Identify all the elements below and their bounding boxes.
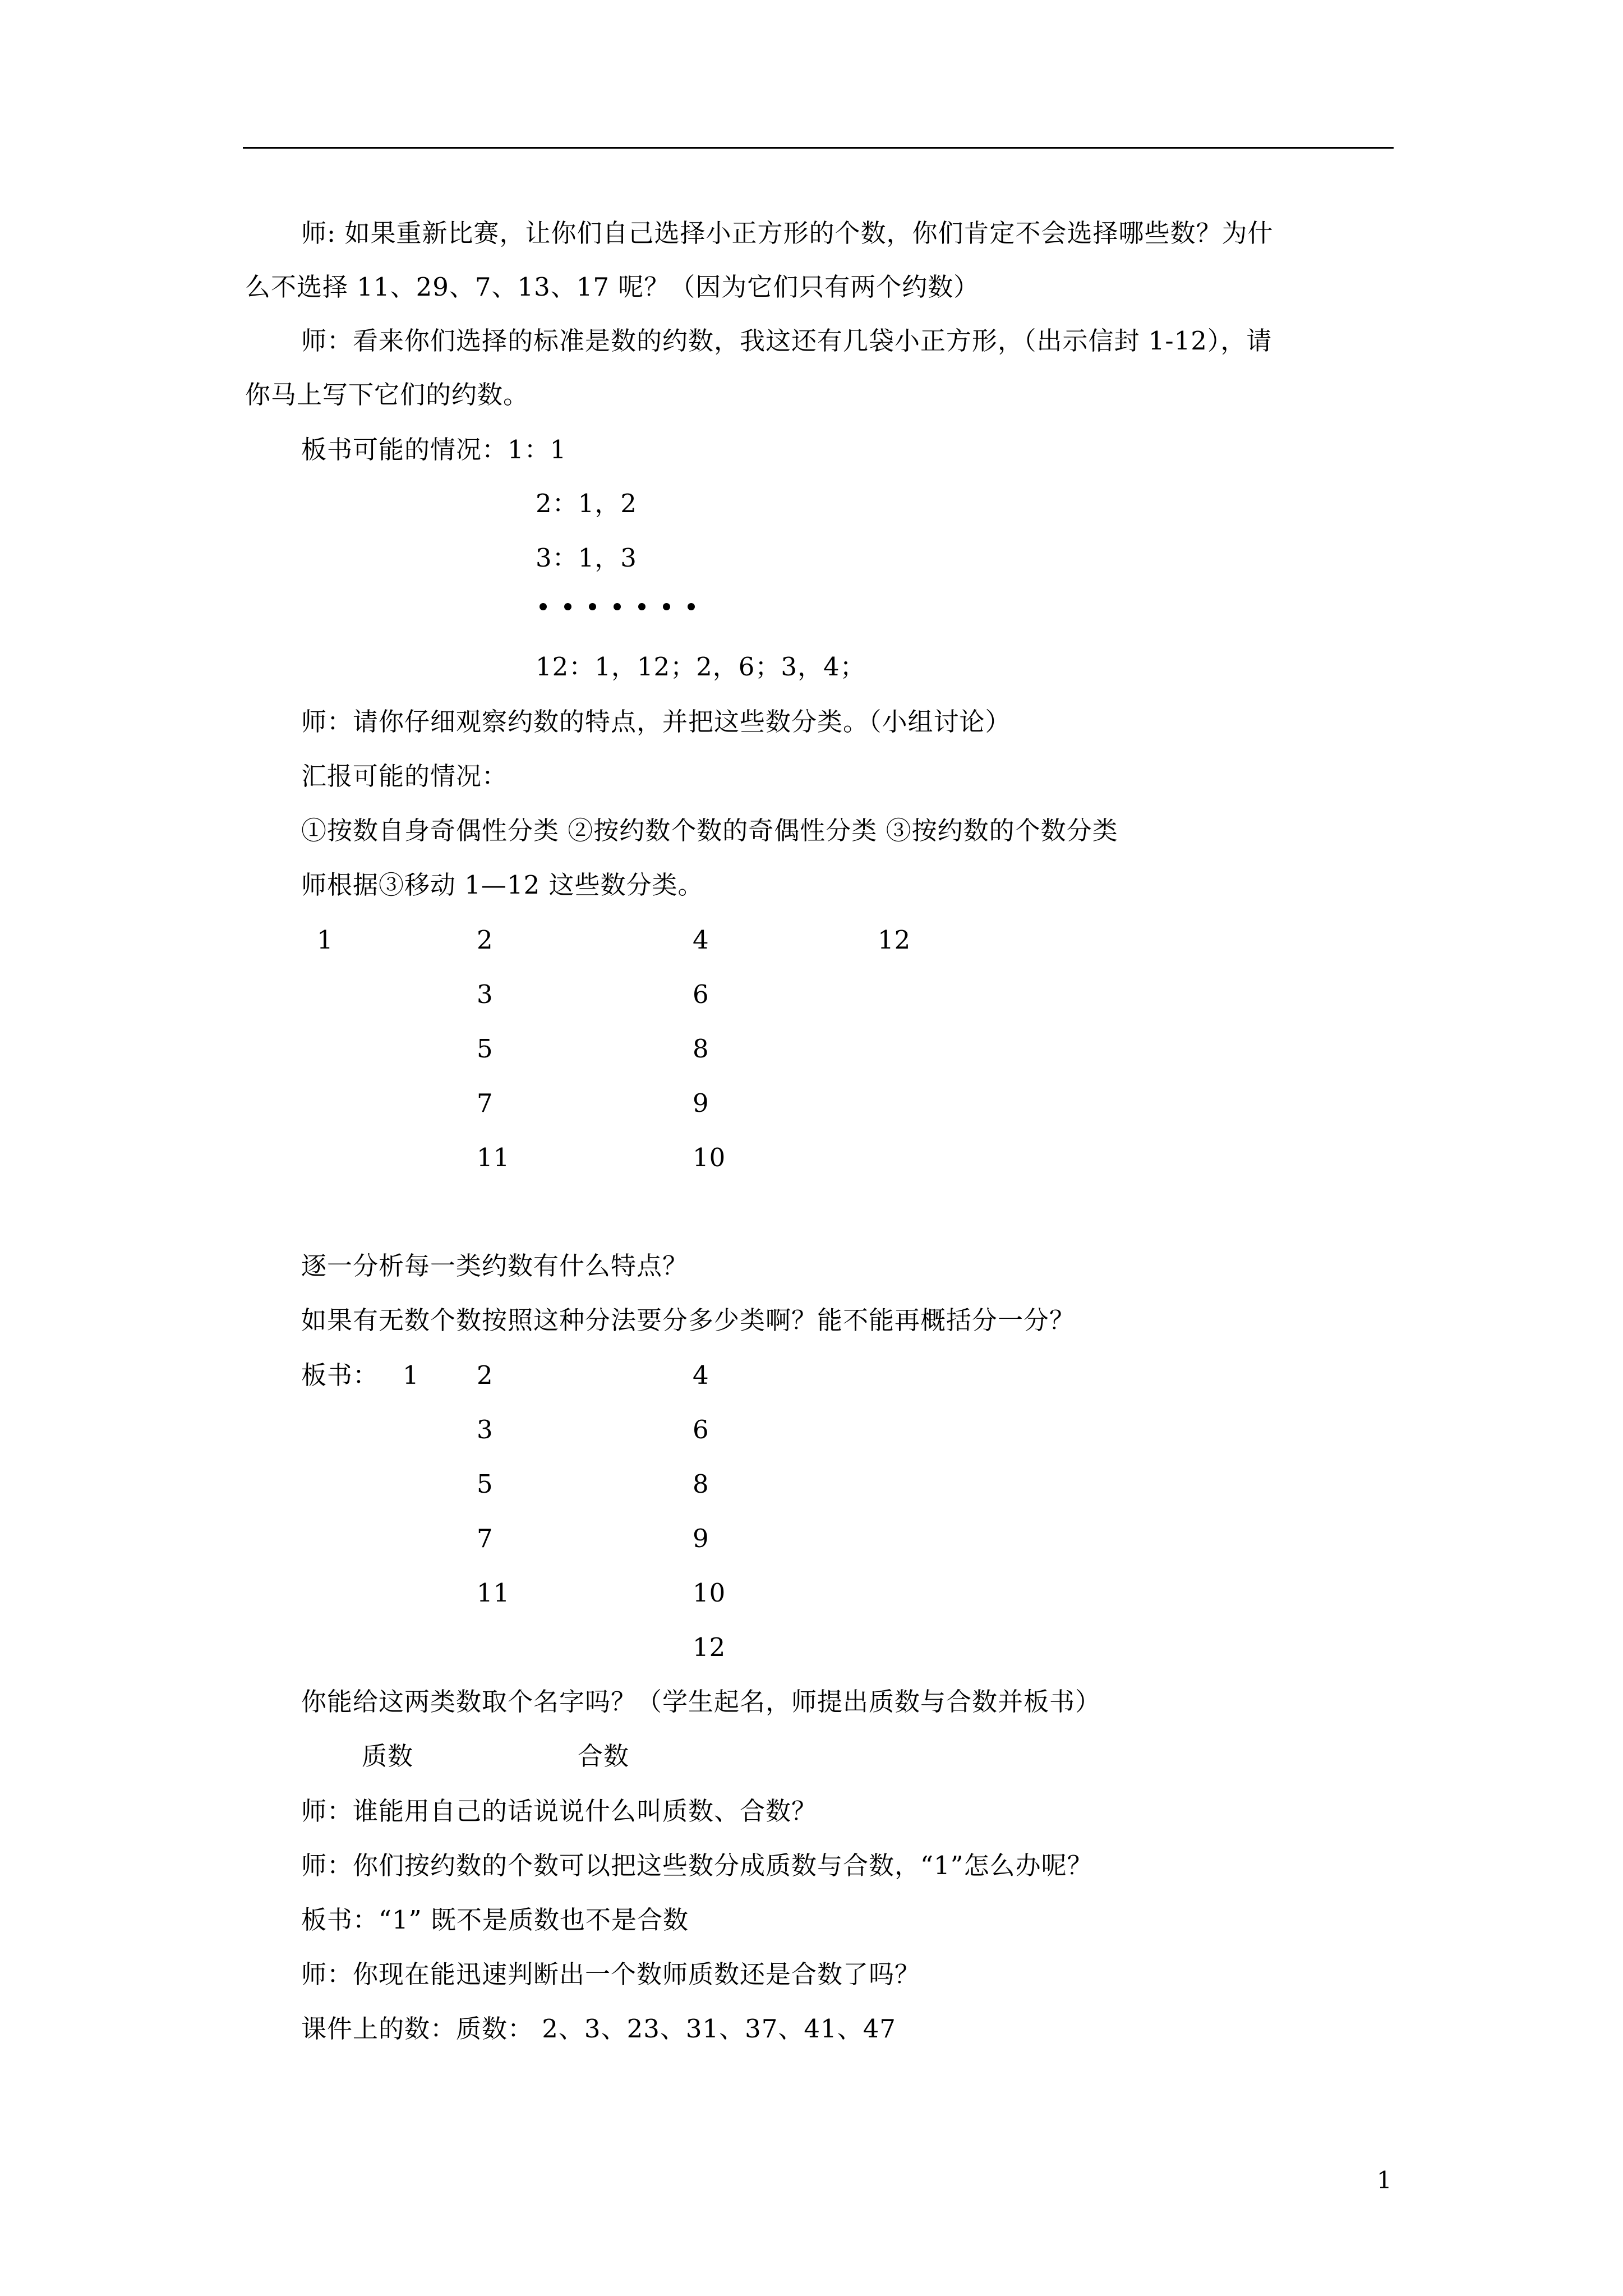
group-number: 10 xyxy=(693,1143,726,1172)
board-row: 3：1，3 xyxy=(536,543,637,573)
group-number: 4 xyxy=(693,1360,709,1390)
closing-line: 板书：“1” 既不是质数也不是合数 xyxy=(301,1905,689,1935)
group-number: 2 xyxy=(477,925,494,955)
group-number: 8 xyxy=(693,1034,709,1064)
classification-options: ①按数自身奇偶性分类 ②按约数个数的奇偶性分类 ③按约数的个数分类 xyxy=(301,816,1118,845)
paragraph-line: 师：看来你们选择的标准是数的约数，我这还有几袋小正方形，（出示信封 1-12），请 xyxy=(301,326,1272,356)
analysis-question: 逐一分析每一类约数有什么特点？ xyxy=(301,1251,689,1281)
group-number: 7 xyxy=(477,1524,494,1553)
naming-question: 你能给这两类数取个名字吗？（学生起名，师提出质数与合数并板书） xyxy=(301,1687,1101,1717)
group-number: 9 xyxy=(693,1524,709,1553)
teacher-move: 师根据③移动 1—12 这些数分类。 xyxy=(301,870,704,900)
page-number: 1 xyxy=(1377,2166,1392,2194)
group-number: 2 xyxy=(477,1360,494,1390)
group-number: 5 xyxy=(477,1469,494,1499)
group-number: 1 xyxy=(403,1360,419,1390)
board-row: 2：1，2 xyxy=(536,489,637,518)
group-number: 3 xyxy=(477,1415,494,1444)
group-number: 9 xyxy=(693,1088,709,1118)
group-number: 1 xyxy=(317,925,334,955)
teacher-prompt: 师：请你仔细观察约数的特点，并把这些数分类。（小组讨论） xyxy=(301,707,1011,737)
group-number: 11 xyxy=(477,1578,510,1608)
composite-label: 合数 xyxy=(578,1741,630,1771)
group-number: 6 xyxy=(693,1415,709,1444)
board-label: 板书可能的情况：1：1 xyxy=(301,435,567,464)
prime-label: 质数 xyxy=(362,1741,414,1771)
group-number: 11 xyxy=(477,1143,510,1172)
report-heading: 汇报可能的情况： xyxy=(301,761,508,791)
board-row: 12：1，12；2，6；3，4； xyxy=(536,652,866,682)
group-number: 12 xyxy=(693,1632,726,1662)
board-label: 板书： xyxy=(301,1360,379,1390)
closing-line: 师：你现在能迅速判断出一个数师质数还是合数了吗？ xyxy=(301,1959,921,1989)
group-number: 5 xyxy=(477,1034,494,1064)
group-number: 8 xyxy=(693,1469,709,1499)
group-number: 4 xyxy=(693,925,709,955)
ellipsis-dots xyxy=(540,603,695,610)
group-number: 7 xyxy=(477,1088,494,1118)
analysis-question: 如果有无数个数按照这种分法要分多少类啊？能不能再概括分一分？ xyxy=(301,1305,1076,1335)
closing-line: 师：谁能用自己的话说说什么叫质数、合数？ xyxy=(301,1796,818,1826)
paragraph-line: 师: 如果重新比赛，让你们自己选择小正方形的个数，你们肯定不会选择哪些数？为什 xyxy=(301,218,1274,248)
paragraph-line: 你马上写下它们的约数。 xyxy=(245,380,529,409)
group-number: 10 xyxy=(693,1578,726,1608)
group-number: 6 xyxy=(693,979,709,1009)
group-number: 3 xyxy=(477,979,494,1009)
paragraph-line: 么不选择 11、29、7、13、17 呢？（因为它们只有两个约数） xyxy=(245,272,980,302)
group-number: 12 xyxy=(878,925,911,955)
closing-line: 师：你们按约数的个数可以把这些数分成质数与合数，“1”怎么办呢？ xyxy=(301,1851,1093,1880)
closing-line: 课件上的数：质数： 2、3、23、31、37、41、47 xyxy=(301,2014,896,2044)
header-rule xyxy=(243,147,1394,149)
